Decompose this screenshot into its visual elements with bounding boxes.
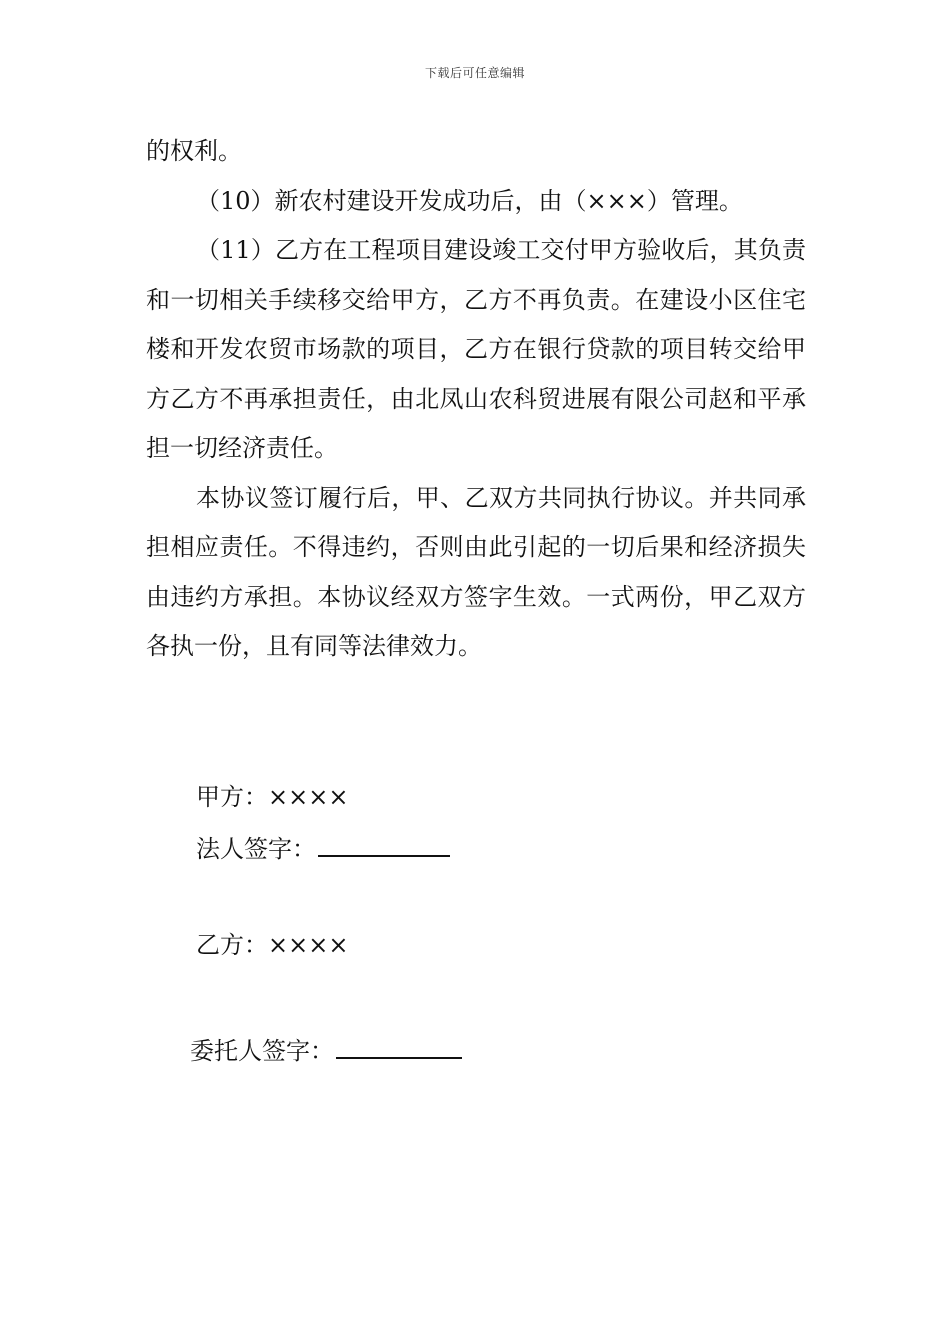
agent-sign-label: 委托人签字：	[190, 1037, 334, 1065]
page-header-note: 下载后可任意编辑	[424, 66, 525, 80]
closing-paragraph: 本协议签订履行后，甲、乙双方共同执行协议。并共同承担相应责任。不得违约，否则由此引起的一切后果和经济损失由违约方承担。本协议经双方签字生效。一式两份，甲乙双方各执一份，且有同等法律效力。	[146, 483, 806, 660]
party-a-legal-sign-row	[196, 831, 450, 865]
legal-representative-signature-line[interactable]	[318, 831, 450, 857]
agent-signature-line[interactable]	[336, 1033, 462, 1059]
party-b-line	[196, 929, 348, 961]
party-a-line	[196, 781, 348, 813]
clause-10: （10）新农村建设开发成功后，由（×××）管理。	[196, 186, 743, 215]
clause-11: （11）乙方在工程项目建设竣工交付甲方验收后，其负责和一切相关手续移交给甲方，乙方不再负责。在建设小区住宅楼和开发农贸市场款的项目，乙方在银行贷款的项目转交给甲方乙方不再承担责任，由北凤山农科贸进展有限公司赵和平承担一切经济责任。	[146, 236, 806, 462]
paragraph-continuation: 的权利。	[146, 137, 242, 165]
agreement-body	[146, 127, 806, 672]
party-b-agent-sign-row	[190, 1033, 462, 1067]
legal-representative-sign-label: 法人签字：	[196, 835, 316, 863]
party-b-label: 乙方：××××	[196, 931, 349, 959]
party-a-label: 甲方：××××	[196, 783, 349, 811]
